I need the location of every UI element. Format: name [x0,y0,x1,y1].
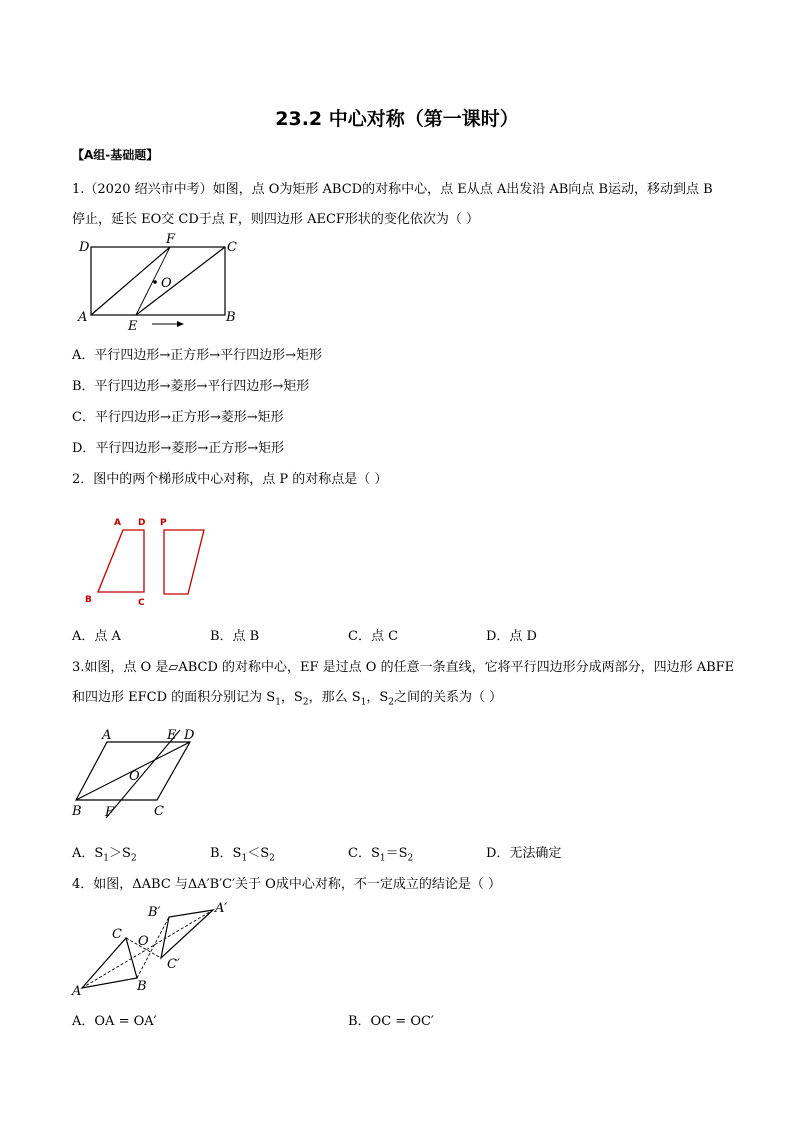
q2-option-b: B．点 B [210,629,260,644]
q3-option-a [72,842,137,864]
q1-label-b: B [226,310,236,325]
q3-option-b [210,842,275,864]
q3-option-a-rel: ＞S [109,846,131,861]
q1-option-a: A．平行四边形→正方形→平行四边形→矩形 [72,348,323,363]
q1-text-line2: 停止，延长 EO交 CD于点 F，则四边形 AECF形状的变化依次为（ ） [72,212,480,227]
q3-sub-2b: 2 [388,697,394,708]
q1-option-d: D．平行四边形→菱形→正方形→矩形 [72,441,285,456]
q3-text-line2 [72,686,502,708]
q1-figure [72,232,242,332]
q3-option-b-sub2: 2 [269,853,275,864]
q2-label-p: P [160,518,167,528]
q3-label-b: B [72,804,82,819]
q3-option-a-sub2: 2 [130,853,137,864]
q2-figure [80,512,220,608]
q3-text-mid2: ，那么 S [308,690,361,705]
q1-label-f: F [166,232,176,247]
q1-option-c: C．平行四边形→正方形→菱形→矩形 [72,410,284,425]
q3-option-b-pre: B．S [210,846,242,861]
q3-option-d [486,842,561,861]
q3-text-post: 之间的关系为（ ） [393,690,503,705]
q3-option-c-rel: ＝S [385,846,408,861]
q1-line-af [91,247,170,315]
q4-text-line1: 4．如图，ΔABC 与ΔA′B′C′关于 O成中心对称，不一定成立的结论是（ ） [72,877,501,892]
q4-option-a: A．OA = OA′ [72,1014,157,1029]
q1-label-o: O [161,276,172,291]
q2-label-d: D [138,518,146,528]
q3-label-f: F [105,805,115,820]
q3-label-a: A [102,728,112,743]
q2-option-a: A．点 A [72,629,121,644]
q3-text-mid1: ，S [280,690,303,705]
q3-option-a-pre: A．S [72,846,104,861]
q4-triangle-abc [82,938,137,988]
q3-sub-2a: 2 [302,697,309,708]
q1-label-e: E [128,319,138,334]
q2-left-trapezoid [98,530,144,592]
q1-point-o [153,280,157,284]
q3-sub-1a: 1 [275,697,281,708]
q3-option-c-pre: C．S [348,846,380,861]
q3-text-pre: 和四边形 EFCD 的面积分别记为 S [72,690,276,705]
q2-right-trapezoid [164,530,204,594]
q3-option-c [348,842,413,864]
q3-option-a-sub1: 1 [103,853,110,864]
q3-label-e: E [167,728,177,743]
q4-label-c2: C′ [167,957,180,972]
q2-option-c: C．点 C [348,629,399,644]
q1-label-d: D [79,240,90,255]
q4-triangle-a2b2c2 [161,910,213,958]
q4-figure [70,900,240,1000]
q4-label-a: A [72,984,82,999]
q3-sub-1b: 1 [360,697,367,708]
q3-option-d-pre: D．无法确定 [486,846,562,861]
q3-option-c-sub2: 2 [407,853,414,864]
q3-text-line1: 3.如图，点 O 是▱ABCD 的对称中心，EF 是过点 O 的任意一条直线，它将平行四边形分成两部分，四边形 ABFE [72,660,735,675]
q1-text-line1: 1.（2020 绍兴市中考）如图，点 O为矩形 ABCD的对称中心，点 E从点 A出发沿 AB向点 B运动，移动到点 B [72,182,713,197]
q3-option-b-sub1: 1 [241,853,248,864]
q4-dashed-aa2 [82,910,213,988]
q2-label-b: B [85,595,92,605]
q1-label-c: C [227,240,237,255]
q1-option-b: B．平行四边形→菱形→平行四边形→矩形 [72,379,310,394]
q2-label-c: C [138,598,145,608]
q4-label-c: C [112,927,122,942]
q1-label-a: A [78,310,88,325]
q3-option-c-sub1: 1 [379,853,386,864]
q1-line-ec [136,247,225,315]
q3-label-c: C [154,804,164,819]
q3-option-b-rel: ＜S [247,846,270,861]
q2-text-line1: 2．图中的两个梯形成中心对称，点 P 的对称点是（ ） [72,472,388,487]
q4-label-b: B [137,979,147,994]
q1-arrow-head [177,321,184,327]
q4-label-o: O [138,934,149,949]
q3-label-o: O [129,769,140,784]
page-title: 23.2 中心对称（第一课时） [275,108,519,130]
q3-figure [70,728,205,820]
q4-option-b: B．OC = OC′ [348,1014,434,1029]
q2-label-a: A [114,518,121,528]
q2-option-d: D．点 D [486,629,537,644]
section-heading: 【A组-基础题】 [72,148,159,162]
q3-line-ef [106,730,180,818]
q3-label-d: D [184,728,195,743]
q4-label-b2: B′ [148,905,161,920]
q4-label-a2: A′ [215,901,228,916]
q3-text-mid3: ，S [366,690,389,705]
